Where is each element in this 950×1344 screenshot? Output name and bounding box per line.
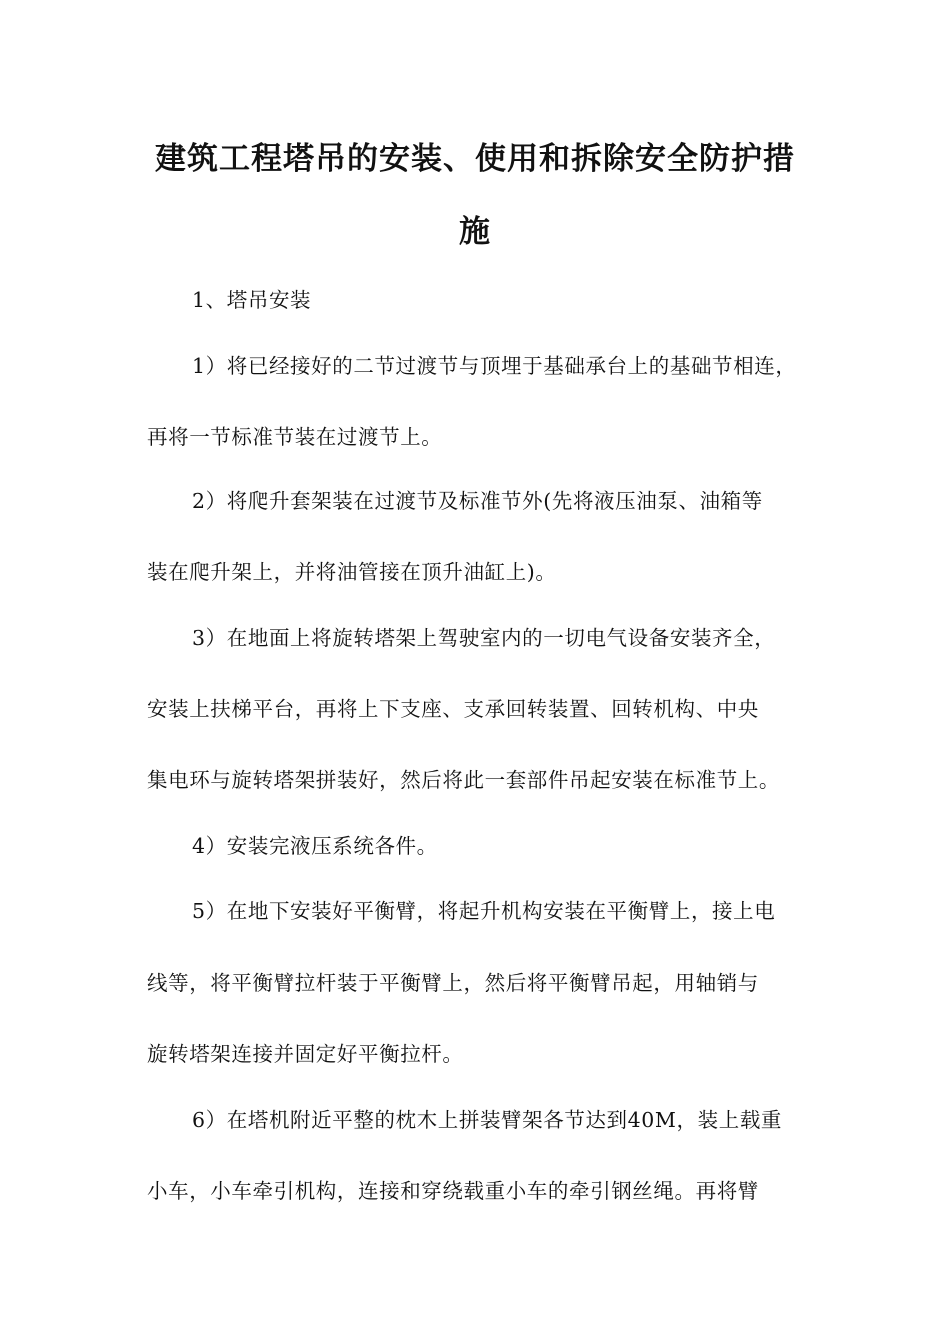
paragraph-4-line-1: 4）安装完液压系统各件。 [192,834,438,858]
paragraph-1-line-2: 再将一节标准节装在过渡节上。 [147,425,443,449]
paragraph-5-line-2: 线等，将平衡臂拉杆装于平衡臂上，然后将平衡臂吊起，用轴销与 [147,971,759,995]
paragraph-2-line-1: 2）将爬升套架装在过渡节及标准节外(先将液压油泵、油箱等 [192,489,763,513]
paragraph-3-line-1: 3）在地面上将旋转塔架上驾驶室内的一切电气设备安装齐全， [192,626,776,650]
document-title-line-2: 施 [459,214,491,250]
paragraph-5-line-1: 5）在地下安装好平衡臂，将起升机构安装在平衡臂上，接上电 [192,899,776,923]
paragraph-3-line-3: 集电环与旋转塔架拼装好，然后将此一套部件吊起安装在标准节上。 [147,768,780,792]
paragraph-5-line-3: 旋转塔架连接并固定好平衡拉杆。 [147,1042,464,1066]
paragraph-6-line-2: 小车，小车牵引机构，连接和穿绕载重小车的牵引钢丝绳。再将臂 [147,1179,759,1203]
document-title-line-1: 建筑工程塔吊的安装、使用和拆除安全防护措 [155,141,795,177]
paragraph-1-line-1: 1）将已经接好的二节过渡节与顶埋于基础承台上的基础节相连， [192,354,797,378]
paragraph-3-line-2: 安装上扶梯平台，再将上下支座、支承回转装置、回转机构、中央 [147,697,759,721]
paragraph-6-line-1: 6）在塔机附近平整的枕木上拼装臂架各节达到40M，装上载重 [192,1108,783,1132]
paragraph-2-line-2: 装在爬升架上，并将油管接在顶升油缸上)。 [147,560,557,584]
section-heading: 1、塔吊安装 [192,288,312,312]
